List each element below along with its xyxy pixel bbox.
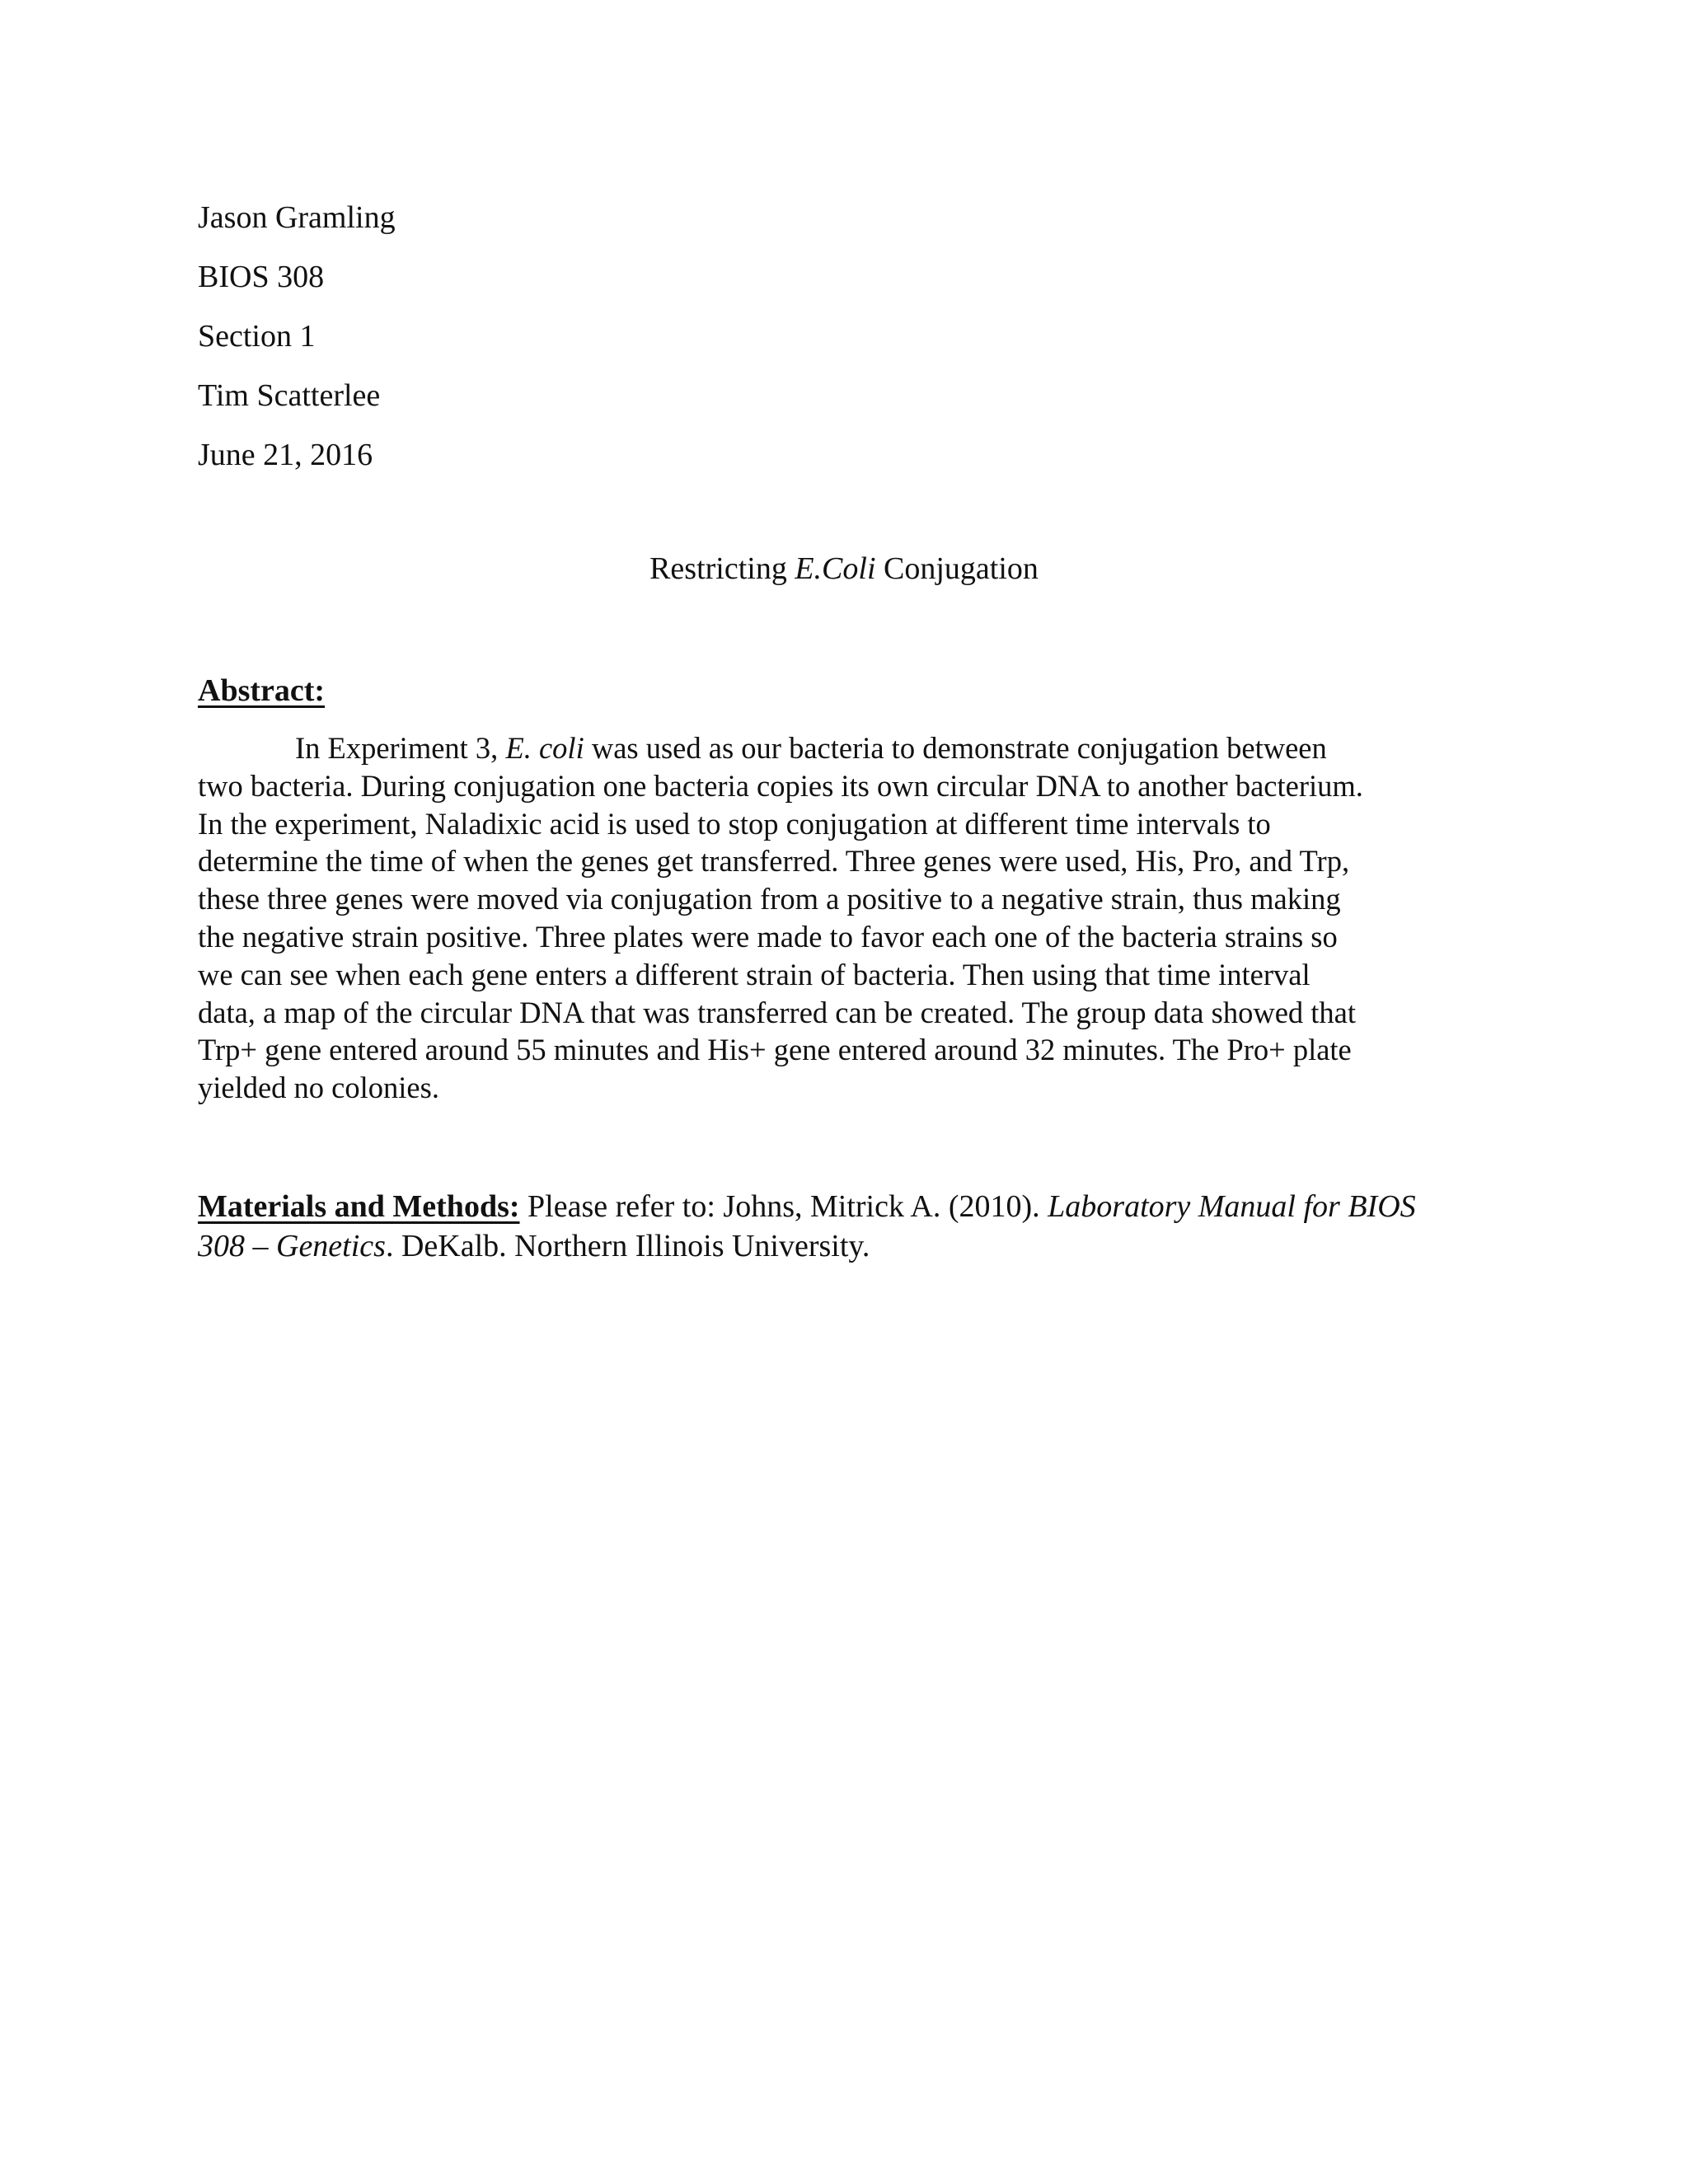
header-block xyxy=(198,188,396,485)
title-italic: E.Coli xyxy=(795,551,876,586)
materials-text: . DeKalb. Northern Illinois University. xyxy=(385,1229,870,1263)
abstract-line: yielded no colonies. xyxy=(198,1071,439,1105)
abstract-line: Trp+ gene entered around 55 minutes and His+ gene entered around 32 minutes. The Pro+ plate xyxy=(198,1033,1352,1067)
section-number: Section 1 xyxy=(198,319,316,354)
abstract-line xyxy=(198,729,1459,767)
abstract-body xyxy=(198,729,1459,1107)
manual-title: Laboratory Manual for BIOS xyxy=(1048,1189,1416,1224)
course-name: BIOS 308 xyxy=(198,260,325,294)
abstract-text: In Experiment 3, xyxy=(295,731,506,765)
abstract-line: these three genes were moved via conjugation from a positive to a negative strain, thus making xyxy=(198,882,1341,916)
materials-line xyxy=(198,1226,1517,1266)
abstract-line: data, a map of the circular DNA that was transferred can be created. The group data showed that xyxy=(198,995,1357,1029)
materials-text: Please refer to: Johns, Mitrick A. (2010). xyxy=(519,1189,1048,1224)
abstract-heading: Abstract: xyxy=(198,673,326,708)
title-prefix: Restricting xyxy=(649,551,795,586)
document-title xyxy=(0,546,1688,592)
instructor-name: Tim Scatterlee xyxy=(198,378,381,413)
report-date: June 21, 2016 xyxy=(198,438,373,472)
abstract-text: was used as our bacteria to demonstrate conjugation between xyxy=(584,731,1327,765)
abstract-line: determine the time of when the genes get transferred. Three genes were used, His, Pro, and Trp, xyxy=(198,844,1350,879)
author-name: Jason Gramling xyxy=(198,200,396,235)
manual-title-cont: 308 – Genetics xyxy=(198,1229,386,1263)
abstract-line: the negative strain positive. Three plates were made to favor each one of the bacteria strains so xyxy=(198,919,1338,954)
abstract-line: In the experiment, Naladixic acid is used to stop conjugation at different time intervals to xyxy=(198,806,1271,841)
materials-heading: Materials and Methods: xyxy=(198,1189,520,1224)
abstract-line: two bacteria. During conjugation one bacteria copies its own circular DNA to another bacterium. xyxy=(198,768,1363,803)
materials-methods-section xyxy=(198,1187,1517,1266)
abstract-line: we can see when each gene enters a different strain of bacteria. Then using that time interval xyxy=(198,957,1311,991)
title-suffix: Conjugation xyxy=(875,551,1039,586)
materials-line xyxy=(198,1187,1517,1226)
abstract-italic: E. coli xyxy=(505,731,584,765)
